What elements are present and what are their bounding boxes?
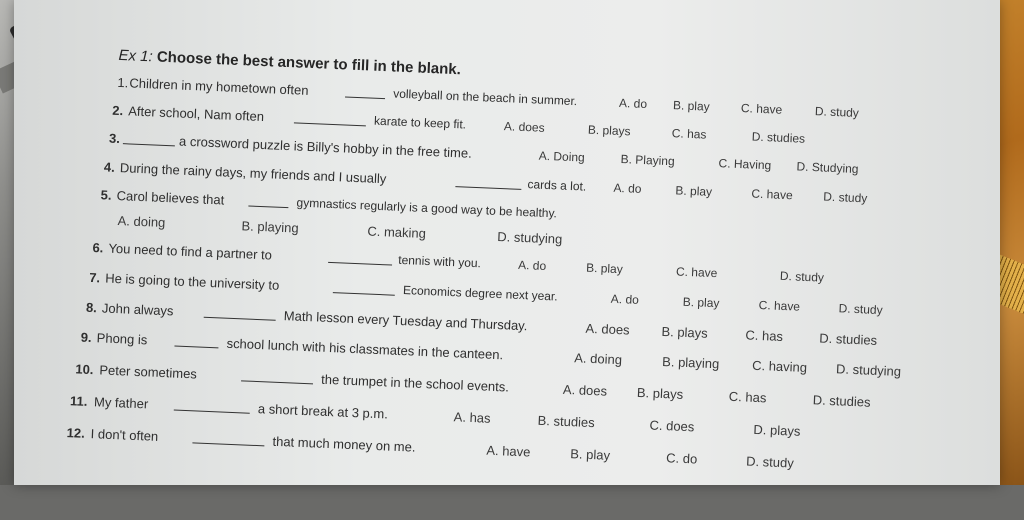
option-c: C. have	[758, 297, 801, 314]
question-number: 8.	[85, 299, 98, 316]
answer-blank[interactable]	[248, 194, 289, 209]
option-a: A. does	[585, 320, 630, 338]
option-c: C. Having	[718, 156, 772, 173]
question-number: 4.	[103, 159, 116, 175]
option-c: C. making	[367, 223, 427, 241]
option-d: D. studies	[819, 330, 878, 348]
option-c: C. have	[751, 186, 793, 203]
option-b: B. play	[675, 183, 713, 199]
question-text-after: that much money on me.	[272, 433, 416, 455]
option-d: D. Studying	[796, 159, 859, 177]
answer-blank[interactable]	[174, 334, 219, 349]
question-text-before: Phong is	[96, 330, 148, 348]
option-d: D. study	[745, 453, 795, 471]
option-a: A. doing	[574, 350, 623, 368]
option-c: C. does	[649, 417, 695, 435]
option-b: B. plays	[636, 384, 684, 402]
question-number: 9.	[80, 329, 92, 346]
question-number: 5.	[100, 187, 112, 203]
question-text-before: You need to find a partner to	[108, 240, 273, 263]
question-number: 10.	[75, 361, 94, 378]
question-text-after: the trumpet in the school events.	[320, 371, 510, 395]
option-d: D. study	[779, 268, 825, 285]
option-a: A. Doing	[538, 148, 586, 165]
option-d: D. studies	[812, 392, 871, 410]
question-number: 7.	[88, 269, 101, 286]
answer-blank[interactable]	[345, 84, 386, 99]
question-text-after: Economics degree next year.	[402, 283, 558, 304]
option-d: D. study	[814, 104, 860, 120]
exercise-instruction: Choose the best answer to fill in the blank.	[156, 48, 462, 79]
option-a: A. do	[618, 95, 648, 112]
question-text-before: Peter sometimes	[99, 362, 198, 382]
option-d: D. plays	[753, 421, 801, 439]
question-text-after: karate to keep fit.	[373, 113, 467, 132]
worksheet-paper	[14, 0, 1000, 485]
answer-blank[interactable]	[174, 398, 250, 414]
question-text-before: My father	[93, 394, 149, 412]
option-b: B. plays	[661, 323, 709, 341]
answer-blank[interactable]	[241, 368, 313, 384]
question-text-after: cards a lot.	[527, 177, 587, 194]
answer-blank[interactable]	[204, 305, 276, 321]
option-b: B. play	[672, 98, 710, 114]
question-number: 11.	[69, 393, 88, 409]
answer-blank[interactable]	[192, 430, 264, 446]
option-b: B. playing	[661, 353, 720, 372]
question-number: 12.	[66, 425, 86, 441]
question-number: 1.	[117, 74, 129, 91]
answer-blank[interactable]	[123, 131, 175, 146]
question-text-after: school lunch with his classmates in the canteen.	[226, 335, 504, 363]
option-a: A. does	[503, 119, 545, 135]
question-text-before: During the rainy days, my friends and I usually	[119, 160, 387, 187]
option-b: B. Playing	[620, 152, 675, 169]
option-b: B. play	[682, 294, 720, 311]
question-number: 6.	[92, 240, 104, 256]
option-a: A. does	[562, 381, 608, 399]
exercise-number: Ex 1:	[118, 46, 154, 66]
option-d: D. studies	[751, 129, 806, 146]
option-b: B. plays	[587, 122, 631, 139]
option-b: B. studies	[537, 412, 596, 431]
option-d: D. studying	[835, 361, 902, 379]
option-b: B. play	[569, 446, 611, 463]
question-number: 3.	[108, 130, 121, 147]
question-text-before: Children in my hometown often	[129, 75, 309, 98]
option-a: A. do	[517, 257, 547, 274]
answer-blank[interactable]	[333, 280, 395, 296]
option-a: A. has	[453, 409, 491, 426]
option-d: D. studying	[497, 228, 563, 247]
question-text-before: Carol believes that	[116, 187, 225, 208]
option-a: A. have	[486, 442, 531, 460]
option-c: C. has	[671, 126, 707, 142]
option-c: C. have	[740, 101, 783, 117]
option-d: D. study	[838, 301, 883, 318]
option-c: C. do	[665, 450, 698, 467]
option-c: C. has	[728, 388, 767, 406]
question-text-after: a short break at 3 p.m.	[257, 401, 389, 422]
question-text-after: tennis with you.	[397, 252, 482, 271]
question-text-after: a crossword puzzle is Billy's hobby in the free time.	[178, 133, 473, 161]
question-text-after: volleyball on the beach in summer.	[392, 86, 578, 109]
option-b: B. playing	[241, 218, 299, 236]
answer-blank[interactable]	[328, 250, 392, 266]
question-text-after: Math lesson every Tuesday and Thursday.	[283, 308, 528, 334]
question-text-before: John always	[101, 300, 174, 319]
answer-blank[interactable]	[455, 174, 521, 190]
question-text-after: gymnastics regularly is a good way to be healthy.	[296, 195, 558, 221]
option-d: D. study	[823, 189, 868, 206]
option-a: A. do	[610, 291, 640, 307]
exercise-title	[118, 47, 461, 78]
option-a: A. doing	[117, 213, 166, 231]
question-text-before: I don't often	[90, 426, 159, 444]
question-number: 2.	[111, 102, 124, 119]
question-text-before: After school, Nam often	[127, 103, 265, 125]
option-a: A. do	[613, 180, 642, 196]
answer-blank[interactable]	[294, 110, 366, 126]
option-c: C. have	[675, 264, 718, 281]
option-c: C. having	[751, 357, 808, 376]
option-b: B. play	[585, 260, 624, 277]
option-c: C. has	[745, 327, 784, 344]
question-text-before: He is going to the university to	[104, 270, 280, 293]
